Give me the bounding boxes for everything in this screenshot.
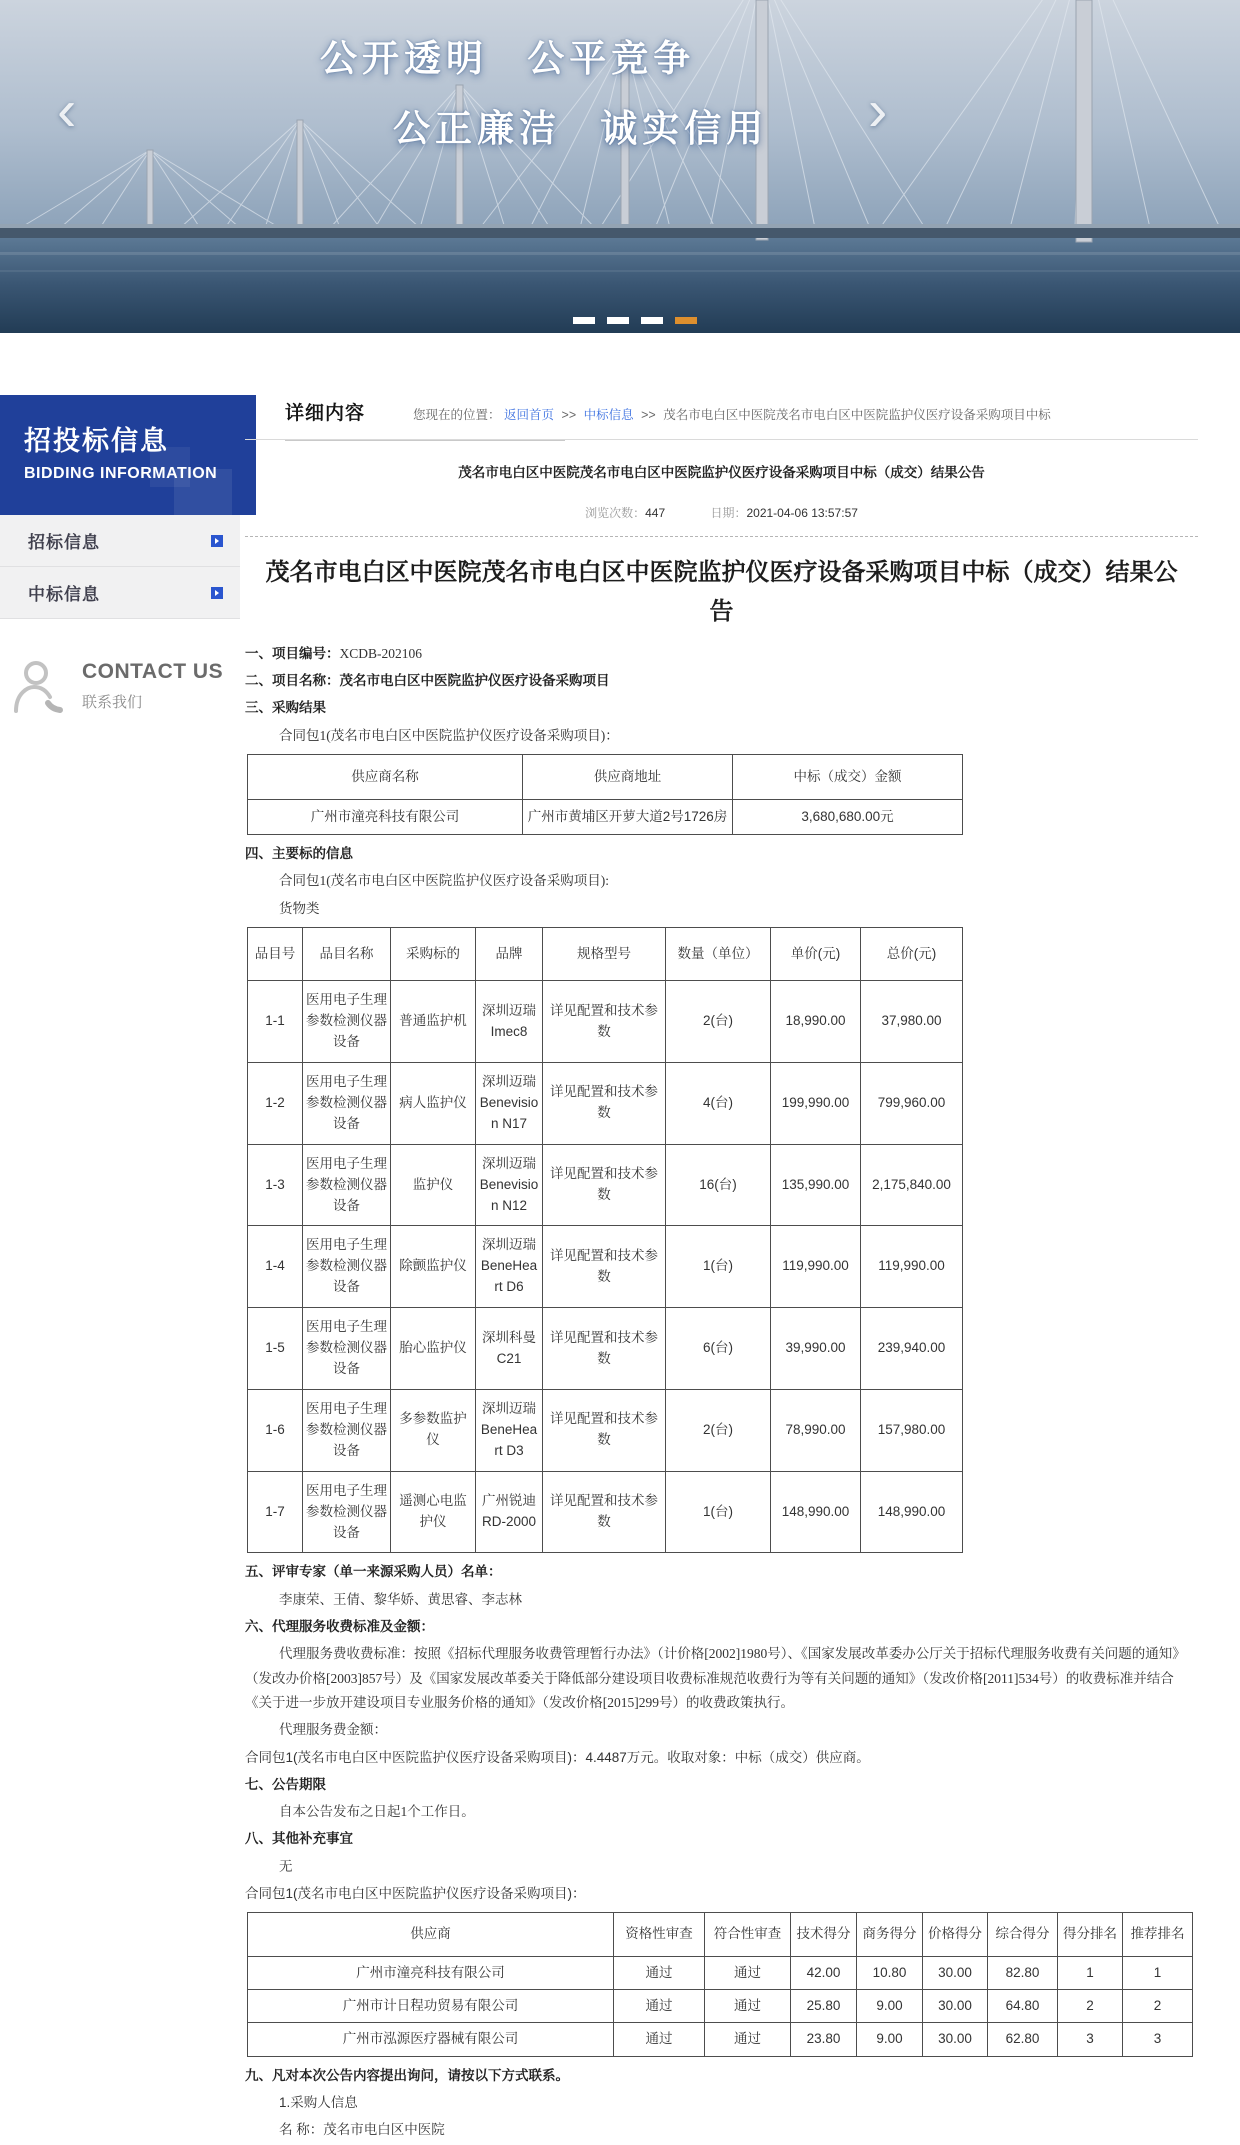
table-cell: 2(台) (666, 981, 771, 1063)
table-cell: 2 (1123, 1989, 1193, 2022)
goods-table (247, 927, 963, 1554)
column-header: 品牌 (476, 927, 543, 980)
table-cell: 9.00 (857, 1989, 923, 2022)
table-row (248, 1471, 963, 1553)
table-cell: 普通监护机 (391, 981, 476, 1063)
column-header: 得分排名 (1058, 1913, 1123, 1956)
section-contact-method: 九、凡对本次公告内容提出询问，请按以下方式联系。 (245, 2067, 569, 2083)
table-cell: 深圳迈瑞 BeneHeart D6 (476, 1226, 543, 1308)
sidebar-title-cn: 招投标信息 (24, 426, 169, 456)
table-cell: 深圳迈瑞 BeneHeart D3 (476, 1389, 543, 1471)
notice-period-text: 自本公告发布之日起1个工作日。 (279, 1804, 475, 1820)
table-cell: 1-3 (248, 1144, 303, 1226)
column-header: 中标（成交）金额 (733, 754, 963, 799)
agency-fee-amount-label: 代理服务费金额： (279, 1722, 387, 1738)
column-header: 品目号 (248, 927, 303, 980)
table-cell: 详见配置和技术参数 (543, 1144, 666, 1226)
table-cell: 通过 (614, 1956, 705, 1989)
table-cell: 199,990.00 (771, 1062, 861, 1144)
carousel-indicator-active[interactable] (675, 317, 697, 324)
column-header: 供应商地址 (523, 754, 733, 799)
buyer-info-heading: 1.采购人信息 (279, 2094, 358, 2110)
table-row (248, 1989, 1193, 2022)
table-cell: 1-2 (248, 1062, 303, 1144)
article-meta (245, 504, 1198, 537)
column-header: 单价(元) (771, 927, 861, 980)
table-row (248, 1956, 1193, 1989)
award-table (247, 754, 963, 835)
contract-package-line: 合同包1(茂名市电白区中医院监护仪医疗设备采购项目)： (245, 1886, 586, 1902)
banner-slogan-2: 公正廉洁 诚实信用 (393, 108, 769, 149)
other-matters-text: 无 (279, 1858, 293, 1874)
section-project-name: 二、项目名称：茂名市电白区中医院监护仪医疗设备采购项目 (245, 673, 610, 689)
date-label: 日期： (710, 506, 747, 520)
sidebar-item-tender-info[interactable] (0, 515, 240, 567)
decor-square (174, 469, 232, 515)
table-cell: 通过 (705, 2023, 791, 2056)
table-cell: 1(台) (666, 1471, 771, 1553)
table-cell: 详见配置和技术参数 (543, 1471, 666, 1553)
column-header: 综合得分 (988, 1913, 1058, 1956)
page-title: 详细内容 (285, 403, 366, 424)
table-cell: 胎心监护仪 (391, 1308, 476, 1390)
table-cell: 广州市计日程功贸易有限公司 (248, 1989, 614, 2022)
section-experts: 五、评审专家（单一来源采购人员）名单： (245, 1564, 502, 1580)
table-cell: 广州市潼亮科技有限公司 (248, 799, 523, 834)
table-cell: 病人监护仪 (391, 1062, 476, 1144)
table-cell: 1-4 (248, 1226, 303, 1308)
table-cell: 深圳迈瑞 Benevision N17 (476, 1062, 543, 1144)
chevron-right-icon (211, 587, 223, 599)
agency-fee-amount-line: 合同包1(茂名市电白区中医院监护仪医疗设备采购项目)：4.4487万元。收取对象：中标（成交）供应商。 (245, 1749, 870, 1765)
announcement-title: 茂名市电白区中医院茂名市电白区中医院监护仪医疗设备采购项目中标（成交）结果公告 (265, 560, 1178, 625)
table-cell: 4(台) (666, 1062, 771, 1144)
table-cell: 遥测心电监护仪 (391, 1471, 476, 1553)
project-number: XCDB-202106 (339, 645, 423, 661)
table-cell: 10.80 (857, 1956, 923, 1989)
table-cell: 详见配置和技术参数 (543, 1389, 666, 1471)
table-row (248, 1308, 963, 1390)
table-cell: 医用电子生理参数检测仪器设备 (303, 981, 391, 1063)
detail-header (245, 395, 1198, 440)
breadcrumb-separator: >> (641, 408, 656, 422)
table-cell: 119,990.00 (771, 1226, 861, 1308)
column-header: 采购标的 (391, 927, 476, 980)
column-header: 供应商名称 (248, 754, 523, 799)
breadcrumb-home-link[interactable]: 返回首页 (504, 408, 555, 422)
column-header: 价格得分 (923, 1913, 988, 1956)
table-cell: 深圳科曼 C21 (476, 1308, 543, 1390)
experts-names: 李康荣、王倩、黎华娇、黄思睿、李志林 (279, 1591, 522, 1607)
table-cell: 39,990.00 (771, 1308, 861, 1390)
breadcrumb-current: 茂名市电白区中医院茂名市电白区中医院监护仪医疗设备采购项目中标 (663, 408, 1051, 422)
table-cell: 119,990.00 (861, 1226, 963, 1308)
table-cell: 135,990.00 (771, 1144, 861, 1226)
hero-banner (0, 0, 1240, 333)
table-row (248, 1389, 963, 1471)
table-cell: 广州市潼亮科技有限公司 (248, 1956, 614, 1989)
table-cell: 18,990.00 (771, 981, 861, 1063)
breadcrumb (413, 405, 1051, 423)
carousel-indicator[interactable] (573, 317, 595, 324)
table-cell: 2 (1058, 1989, 1123, 2022)
table-cell: 详见配置和技术参数 (543, 1308, 666, 1390)
contact-person-icon (8, 655, 70, 717)
sidebar-item-label: 中标信息 (28, 585, 100, 604)
column-header: 规格型号 (543, 927, 666, 980)
breadcrumb-separator: >> (561, 408, 577, 422)
carousel-next-button[interactable]: › (868, 78, 888, 143)
table-header-row (248, 927, 963, 980)
table-cell: 广州锐迪 RD-2000 (476, 1471, 543, 1553)
carousel-indicators (573, 317, 697, 324)
table-cell: 医用电子生理参数检测仪器设备 (303, 1062, 391, 1144)
table-cell: 1-7 (248, 1471, 303, 1553)
table-cell: 1-6 (248, 1389, 303, 1471)
table-cell: 深圳迈瑞 Benevision N12 (476, 1144, 543, 1226)
carousel-indicator[interactable] (607, 317, 629, 324)
table-cell: 2(台) (666, 1389, 771, 1471)
table-cell: 通过 (705, 1956, 791, 1989)
column-header: 资格性审查 (614, 1913, 705, 1956)
sidebar-header (0, 395, 256, 515)
chevron-right-icon (211, 535, 223, 547)
table-cell: 多参数监护仪 (391, 1389, 476, 1471)
contact-title-cn: 联系我们 (82, 694, 143, 711)
section-agency-fee: 六、代理服务收费标准及金额： (245, 1619, 434, 1635)
table-cell: 医用电子生理参数检测仪器设备 (303, 1226, 391, 1308)
carousel-prev-button[interactable]: ‹ (57, 78, 77, 143)
buyer-name-line: 名 称：茂名市电白区中医院 (279, 2122, 445, 2138)
table-cell: 监护仪 (391, 1144, 476, 1226)
table-cell: 医用电子生理参数检测仪器设备 (303, 1471, 391, 1553)
table-cell: 82.80 (988, 1956, 1058, 1989)
table-cell: 2,175,840.00 (861, 1144, 963, 1226)
banner-slogan-1: 公开透明 公平竞争 (320, 38, 696, 79)
column-header: 总价(元) (861, 927, 963, 980)
section-label: 一、项目编号： (245, 645, 340, 661)
table-row (248, 1226, 963, 1308)
announcement-body (245, 642, 1198, 2143)
table-cell: 通过 (705, 1989, 791, 2022)
table-row (248, 2023, 1193, 2056)
breadcrumb-category-link[interactable]: 中标信息 (583, 408, 634, 422)
column-header: 符合性审查 (705, 1913, 791, 1956)
section-main-subject: 四、主要标的信息 (245, 845, 353, 861)
column-header: 数量（单位） (666, 927, 771, 980)
carousel-indicator[interactable] (641, 317, 663, 324)
column-header: 推荐排名 (1123, 1913, 1193, 1956)
table-cell: 37,980.00 (861, 981, 963, 1063)
table-cell: 详见配置和技术参数 (543, 981, 666, 1063)
table-header-row (248, 1913, 1193, 1956)
contract-package-line: 合同包1(茂名市电白区中医院监护仪医疗设备采购项目): (279, 873, 609, 889)
table-row (248, 799, 963, 834)
table-cell: 148,990.00 (771, 1471, 861, 1553)
table-cell: 3 (1123, 2023, 1193, 2056)
breadcrumb-prefix: 您现在的位置： (413, 408, 501, 422)
table-cell: 1 (1058, 1956, 1123, 1989)
column-header: 品目名称 (303, 927, 391, 980)
table-cell: 除颤监护仪 (391, 1226, 476, 1308)
table-cell: 23.80 (791, 2023, 857, 2056)
contact-title-en: CONTACT US (82, 660, 224, 683)
sidebar (0, 395, 240, 2145)
table-cell: 广州市黄埔区开萝大道2号1726房 (523, 799, 733, 834)
announcement-subtitle: 茂名市电白区中医院茂名市电白区中医院监护仪医疗设备采购项目中标（成交）结果公告 (458, 465, 985, 480)
table-cell: 医用电子生理参数检测仪器设备 (303, 1144, 391, 1226)
table-cell: 详见配置和技术参数 (543, 1062, 666, 1144)
table-row (248, 1062, 963, 1144)
table-cell: 1-5 (248, 1308, 303, 1390)
table-cell: 3,680,680.00元 (733, 799, 963, 834)
sidebar-title-en: BIDDING INFORMATION (24, 465, 218, 482)
table-row (248, 1144, 963, 1226)
contract-package-line: 合同包1(茂名市电白区中医院监护仪医疗设备采购项目)： (279, 727, 619, 743)
table-cell: 16(台) (666, 1144, 771, 1226)
table-cell: 通过 (614, 2023, 705, 2056)
table-cell: 148,990.00 (861, 1471, 963, 1553)
table-cell: 详见配置和技术参数 (543, 1226, 666, 1308)
table-cell: 3 (1058, 2023, 1123, 2056)
table-cell: 78,990.00 (771, 1389, 861, 1471)
table-cell: 深圳迈瑞 Imec8 (476, 981, 543, 1063)
contact-text (82, 660, 223, 712)
table-cell: 239,940.00 (861, 1308, 963, 1390)
sidebar-item-label: 招标信息 (28, 533, 100, 552)
table-cell: 医用电子生理参数检测仪器设备 (303, 1389, 391, 1471)
table-cell: 25.80 (791, 1989, 857, 2022)
section-notice-period: 七、公告期限 (245, 1776, 326, 1792)
table-row (248, 981, 963, 1063)
table-cell: 30.00 (923, 2023, 988, 2056)
table-cell: 1 (1123, 1956, 1193, 1989)
table-cell: 799,960.00 (861, 1062, 963, 1144)
sidebar-nav (0, 515, 240, 619)
views-label: 浏览次数： (585, 506, 646, 520)
table-cell: 64.80 (988, 1989, 1058, 2022)
table-cell: 9.00 (857, 2023, 923, 2056)
agency-fee-paragraph: 代理服务费收费标准：按照《招标代理服务收费管理暂行办法》（计价格[2002]1980号）、《国家发展改革委办公厅关于招标代理服务收费有关问题的通知》（发改办价格[2003]857号）及《国家发展改革委关于降低部分建设项目收费标准规范收费行为等有关问题的通知》（发改价格[2011]534号）的收费标准并结合《关于进一步放开建设项目专业服务价格的通知》（发改价格[2015]299号）的收费政策执行。 (245, 1646, 1186, 1710)
views-count: 447 (645, 506, 666, 520)
column-header: 技术得分 (791, 1913, 857, 1956)
main-content (240, 395, 1240, 2145)
table-cell: 30.00 (923, 1989, 988, 2022)
section-other-matters: 八、其他补充事宜 (245, 1831, 353, 1847)
table-cell: 1-1 (248, 981, 303, 1063)
table-header-row (248, 754, 963, 799)
table-cell: 157,980.00 (861, 1389, 963, 1471)
column-header: 供应商 (248, 1913, 614, 1956)
table-cell: 通过 (614, 1989, 705, 2022)
goods-class-label: 货物类 (279, 900, 320, 916)
table-cell: 广州市泓源医疗器械有限公司 (248, 2023, 614, 2056)
table-cell: 42.00 (791, 1956, 857, 1989)
sidebar-item-award-info[interactable] (0, 567, 240, 619)
evaluation-table (247, 1912, 1193, 2056)
table-cell: 1(台) (666, 1226, 771, 1308)
contact-us-link[interactable] (8, 655, 240, 717)
table-cell: 30.00 (923, 1956, 988, 1989)
date-value: 2021-04-06 13:57:57 (746, 506, 858, 520)
section-procurement-result: 三、采购结果 (245, 700, 326, 716)
column-header: 商务得分 (857, 1913, 923, 1956)
table-cell: 62.80 (988, 2023, 1058, 2056)
section-project-number (245, 642, 1198, 666)
table-cell: 医用电子生理参数检测仪器设备 (303, 1308, 391, 1390)
table-cell: 6(台) (666, 1308, 771, 1390)
